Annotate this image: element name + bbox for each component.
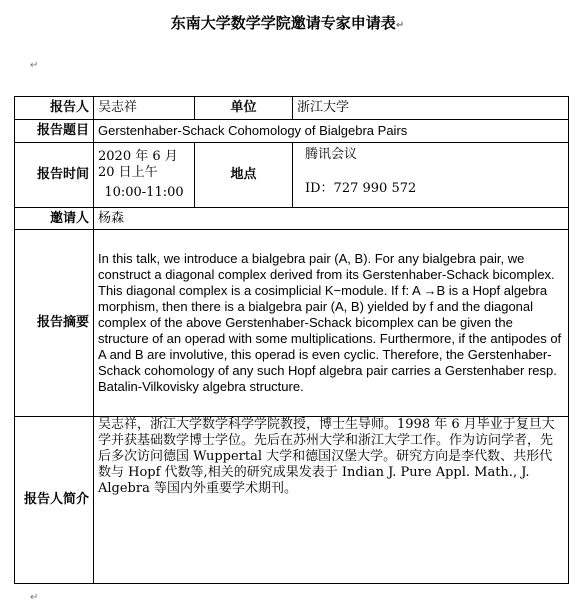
speaker-value[interactable]: 吴志祥 bbox=[94, 97, 195, 120]
place-name: 腾讯会议 bbox=[305, 147, 358, 162]
topic-value[interactable]: Gerstenhaber-Schack Cohomology of Bialgebra Pairs bbox=[94, 120, 569, 143]
time-range-value: 10:00-11:00 bbox=[104, 185, 184, 200]
paragraph-mark-bottom: ↵ bbox=[30, 592, 39, 603]
unit-value[interactable]: 浙江大学 bbox=[293, 97, 569, 120]
speaker-label: 报告人 bbox=[15, 97, 94, 120]
inviter-label: 邀请人 bbox=[15, 208, 94, 230]
unit-label: 单位 bbox=[195, 97, 293, 120]
time-value[interactable] bbox=[94, 143, 195, 208]
bio-value[interactable]: 吴志祥，浙江大学数学科学学院教授，博士生导师。1998 年 6 月毕业于复旦大学并获基础数学博士学位。先后在苏州大学和浙江大学工作。作为访问学者，先后多次访问德国 Wuppertal 大学和德国汉堡大学。研究方向是李代数、共形代数与 Hopf 代数等,相关的研究成果发表于 Indian J. Pure Appl. Math., J. Algebra 等国内外重要学术期刊。 bbox=[94, 417, 569, 584]
inviter-value[interactable]: 杨森 bbox=[94, 208, 569, 230]
time-label: 报告时间 bbox=[15, 143, 94, 208]
meeting-id: ID：727 990 572 bbox=[305, 181, 417, 196]
page-title: 东南大学数学学院邀请专家申请表↵ bbox=[170, 14, 405, 32]
abstract-value[interactable]: In this talk, we introduce a bialgebra pair (A, B). For any bialgebra pair, we construct a diagonal complex derived from its Gerstenhaber-Schack bicomplex. This diagonal complex is a cosimplicial K−module. If f: A →B is a Hopf algebra morphism, then there is a bialgebra pair (A, B) yielded by f and the diagonal complex of the above Gerstenhaber-Schack bicomplex can be given the structure of an operad with some multiplications. Furthermore, if the antipodes of A and B are involutive, this operad is even cyclic. Therefore, the Gerstenhaber-Schack cohomology of any such Hopf algebra pair carries a Gerstenhaber resp. Batalin-Vilkovisky algebra structure. bbox=[94, 230, 569, 417]
bio-label: 报告人简介 bbox=[15, 417, 94, 584]
place-label: 地点 bbox=[195, 143, 293, 208]
abstract-label: 报告摘要 bbox=[15, 230, 94, 417]
topic-label: 报告题目 bbox=[15, 120, 94, 143]
date-value: 2020 年 6 月 20 日上午 bbox=[98, 149, 178, 180]
place-value[interactable] bbox=[293, 143, 569, 208]
paragraph-mark: ↵ bbox=[30, 60, 39, 71]
application-form-table bbox=[14, 96, 569, 584]
